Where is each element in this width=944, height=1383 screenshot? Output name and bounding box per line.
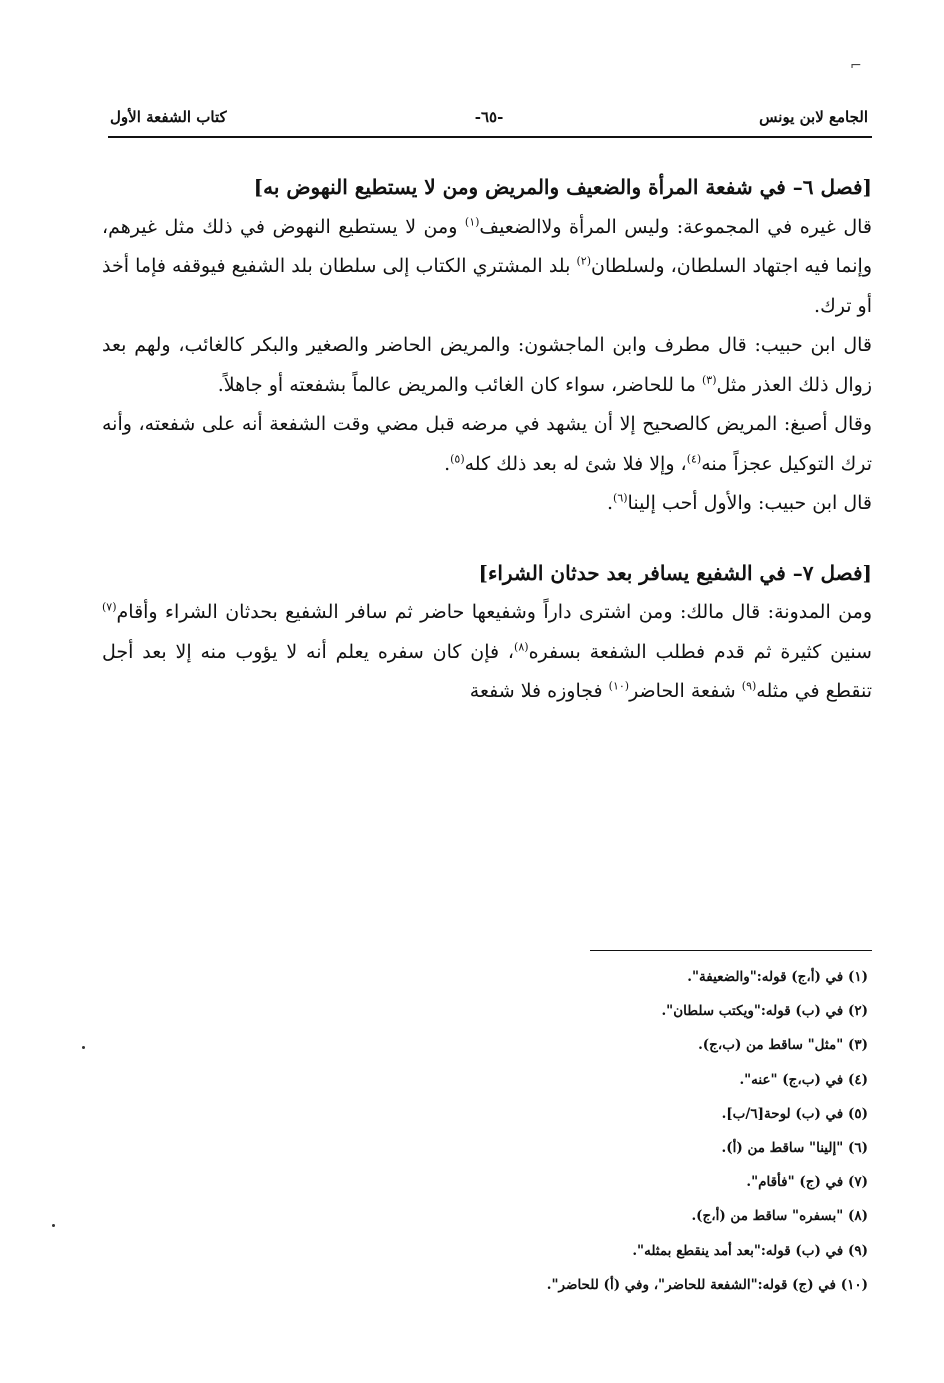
text-run: بلد المشتري الكتاب إلى سلطان بلد الشفيع فيوقفه فإما أخذ أو ترك. [102, 255, 872, 317]
text-run: ومن لا يستطيع النهوض في ذلك مثل غيرهم، وإنما فيه اجتهاد السلطان، ولسلطان [102, 215, 873, 277]
footnote-ref: (٦) [613, 491, 628, 505]
footnote-ref: (١) [464, 215, 480, 229]
paragraph [102, 593, 872, 712]
text-run: ، وإلا فلا شئ له بعد ذلك كله [464, 452, 687, 475]
footnote: (٨) "بسفره" ساقط من (أ،ج). [691, 1208, 868, 1225]
paragraph [102, 484, 872, 524]
paragraph [102, 405, 872, 484]
text-run: قال ابن حبيب: قال مطرف وابن الماجشون: والمريض الحاضر والصغير والبكر كالغائب، ولهم بعد زوال ذلك العذر مثل [102, 334, 872, 396]
main-text [102, 168, 872, 712]
chapter-title: كتاب الشفعة الأول [110, 108, 227, 126]
footnote-ref: (٧) [102, 600, 117, 614]
footnote: (٥) في (ب) لوحة[٦/ب]. [721, 1105, 868, 1122]
header-divider [108, 136, 872, 138]
footnote: (٤) في (ب،ج) "عنه". [739, 1071, 868, 1088]
text-run: شفعة الحاضر [629, 680, 742, 702]
text-run: قال غيره في المجموعة: وليس المرأة ولاالضعيف [479, 215, 872, 238]
footnotes [300, 960, 868, 1302]
text-run: سنين كثيرة ثم قدم فطلب الشفعة بسفره [528, 640, 872, 663]
footnote-ref: (٨) [514, 640, 529, 654]
footnote-ref: (٥) [450, 452, 465, 466]
text-run: ومن المدونة: قال مالك: ومن اشترى داراً وشفيعها حاضر ثم سافر الشفيع بحدثان الشراء وأقام [116, 601, 872, 623]
footnote-ref: (٤) [686, 452, 702, 466]
text-run: . [444, 452, 451, 475]
footnote-ref: (٩) [741, 679, 757, 693]
scan-speck [82, 1046, 85, 1049]
section-heading-7: [فصل ٧– في الشفيع يسافر بعد حدثان الشراء] [478, 560, 872, 585]
scan-speck [52, 1224, 55, 1227]
footnote: (٩) في (ب) قوله:"بعد أمد ينقطع بمثله". [632, 1242, 868, 1259]
footnote-ref: (١٠) [608, 679, 630, 693]
footnote-divider [590, 950, 872, 951]
footnote: (٧) في (ج) "فأقام". [746, 1174, 868, 1191]
text-run: قال ابن حبيب: والأول أحب إلينا [627, 492, 872, 514]
footnote-ref: (٣) [701, 373, 717, 387]
page-number: -٦٥- [474, 108, 504, 126]
text-run: فجاوزه فلا شفعة [469, 680, 609, 702]
text-run: ، فإن كان سفره يعلم أنه لا يؤوب منه إلا بعد أجل تنقطع في مثله [102, 640, 872, 702]
page-header [110, 104, 868, 134]
book-title: الجامع لابن يونس [759, 108, 868, 126]
text-run: ما للحاضر، سواء كان الغائب والمريض عالماً بشفعته أو جاهلاً. [217, 373, 702, 396]
footnote: (١) في (أ،ج) قوله:"والضعيفة". [687, 969, 868, 985]
paragraph [102, 326, 872, 405]
text-run: . [606, 492, 614, 514]
footnote: (٣) "مثل" ساقط من (ب،ج). [698, 1037, 868, 1054]
paragraph [102, 208, 872, 327]
section-heading-6: [فصل ٦– في شفعة المرأة والضعيف والمريض ومن لا يستطيع النهوض به] [253, 175, 872, 199]
scan-artifact: ⌐ [850, 58, 862, 74]
text-run: وقال أصبغ: المريض كالصحيح إلا أن يشهد في مرضه قبل مضي وقت الشفعة أنه على شفعته، وأنه ترك التوكيل عجزاً منه [102, 413, 872, 475]
footnote: (٢) في (ب) قوله:"ويكتب سلطان". [661, 1003, 868, 1020]
footnote: (٦) "إلينا" ساقط من (أ). [721, 1140, 868, 1157]
footnote-ref: (٢) [576, 254, 591, 268]
footnote: (١٠) في (ج) قوله:"الشفعة للحاضر"، وفي (أ) للحاضر". [546, 1276, 868, 1293]
